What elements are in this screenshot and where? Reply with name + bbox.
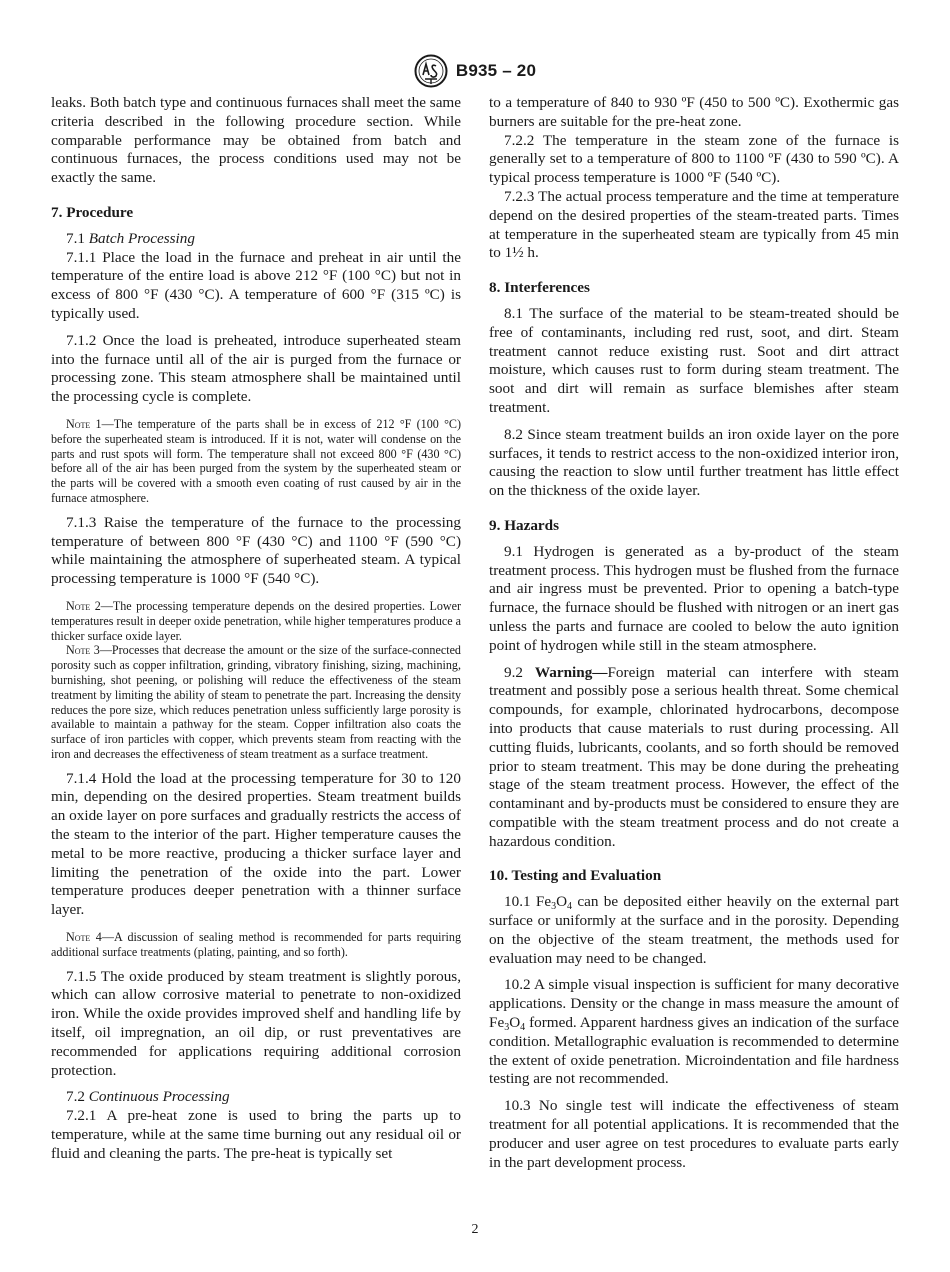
note-2	[51, 599, 461, 643]
paragraph-8-1: 8.1 The surface of the material to be steam-treated should be free of contaminants, including red rust, soot, and dirt. Steam treatment cannot reduce existing rust. Soot and dirt attract moisture, which causes rust to form during steam treatment. The soot and dirt will remain as surface blemishes after steam treatment.	[489, 304, 899, 416]
paragraph-7-2-1: 7.2.1 A pre-heat zone is used to bring the parts up to temperature, while at the same time burning out any residual oil or fluid and cleaning the parts. The pre-heat is typically set	[51, 1107, 461, 1162]
astm-logo-icon	[414, 54, 448, 88]
page-number: 2	[471, 1222, 479, 1237]
paragraph-continued: leaks. Both batch type and continuous furnaces shall meet the same criteria described in the following procedure section. While comparable performance may be obtained from batch and continuous furnaces, the process conditions used may not be exactly the same.	[51, 94, 461, 187]
note-text: —A discussion of sealing method is recommended for parts requiring additional surface treatments (plating, painting, and so forth).	[51, 930, 461, 959]
page-header	[0, 54, 950, 88]
paragraph-10-1: 10.1 $Fe_3O_4$ can be deposited either heavily on the external part surface or uniformly at the surface and in the porosity. Depending on the objective of the steam treatment, the methods used for evaluation may need to be changed.	[489, 893, 899, 967]
section-heading-hazards: 9. Hazards	[489, 516, 560, 534]
note-1	[51, 417, 461, 506]
note-text: —The temperature of the parts shall be in excess of 212 °F (100 °C) before the superheated steam is introduced. If it is not, water will condense on the parts and rust spots will form. The temperature shall not exceed 800 °F (430 °C) before all of the air has been purged from the system by the superheated steam or the parts will be covered with a smooth even coating of rust caused by air in the furnace atmosphere.	[51, 416, 462, 505]
note-text: —Processes that decrease the amount or the size of the surface-connected porosity such as copper infiltration, grinding, vibratory finishing, sizing, machining, burnishing, shot peening, or polishing will reduce the effectiveness of the steam treatment by limiting the ability of steam to penetrate the part. Increasing the density reduces the pore size, which reduces penetration unless sufficiently large porosity is available to maintain a pathway for the steam. Copper infiltration also coats the surface of iron particles with copper, which prevents steam from reacting with the iron and decreases the effectiveness of steam treatment as a surface treatment.	[51, 643, 461, 761]
paragraph-7-1-2: 7.1.2 Once the load is preheated, introduce superheated steam into the furnace until all of the air is purged from the furnace or processing zone. This steam atmosphere shall be maintained until the processing cycle is complete.	[51, 331, 461, 406]
paragraph-7-2-2: 7.2.2 The temperature in the steam zone of the furnace is generally set to a temperature of 800 to 1100 ºF (430 to 590 ºC). A typical process temperature is 1000 ºF (540 ºC).	[489, 131, 899, 187]
subsection-title: Continuous Processing	[88, 1088, 230, 1106]
note-label: Note 4	[66, 930, 102, 945]
paragraph-10-2: 10.2 A simple visual inspection is sufficient for many decorative applications. Density or the change in mass measure the amount of $Fe_3O_4$ formed. Apparent hardness gives an indication of the surface condition. Metallographic evaluation is recommended to determine the extent of oxide penetration. Microindentation and file hardness testing are not recommended.	[489, 976, 899, 1088]
subsection-title: Batch Processing	[88, 229, 195, 247]
note-4	[51, 930, 461, 960]
paragraph-9-1: 9.1 Hydrogen is generated as a by-product of the steam treatment process. This hydrogen must be flushed from the furnace and air ingress must be prevented. Prior to opening a batch-type furnace, the furnace should be flushed with nitrogen or an inert gas unless the parts and furnace are cooled to below the auto ignition point of hydrogen while still in the steam atmosphere.	[489, 542, 899, 654]
section-heading-testing: 10. Testing and Evaluation	[489, 867, 662, 885]
paragraph-7-1-4: 7.1.4 Hold the load at the processing temperature for 30 to 120 min, depending on the desired properties. Steam treatment builds an oxide layer on pore surfaces and gradually restricts the access of the steam to the interior of the part. Higher temperature causes the metal to be more reactive, producing a thicker surface layer and limiting the penetration of the oxide into the part. Lower temperature produces deeper penetration with a thinner surface layer.	[51, 769, 461, 919]
standard-designation: B935 – 20	[455, 61, 537, 80]
subsection-7-1: 7.1 Batch Processing	[66, 229, 195, 247]
notes-2-3	[51, 599, 461, 762]
paragraph-10-3: 10.3 No single test will indicate the effectiveness of steam treatment for all potential applications. It is recommended that the producer and user agree on test procedures to evaluate parts early in the part development process.	[489, 1097, 899, 1171]
note-label: Note 2	[66, 598, 101, 613]
paragraph-7-1-3: 7.1.3 Raise the temperature of the furnace to the processing temperature of between 800 °F (430 °C) and 1100 °F (590 °C) while maintaining the atmosphere of superheated steam. A typical processing temperature is 1000 °F (540 °C).	[51, 513, 461, 588]
right-column	[489, 94, 899, 1172]
warning-label: Warning—	[534, 663, 608, 681]
paragraph-7-1-1: 7.1.1 Place the load in the furnace and preheat in air until the temperature of the entire load is above 212 °F (100 °C) but not in excess of 800 °F (430 °C). A temperature of 600 °F (315 ºC) is typically used.	[51, 248, 461, 322]
left-column	[51, 94, 461, 1164]
paragraph-7-2-3: 7.2.3 The actual process temperature and the time at temperature depend on the desired properties of the steam-treated parts. Times at temperature in the superheated steam are typically from 45 min to 1½ h.	[489, 187, 899, 262]
paragraph-7-1-5: 7.1.5 The oxide produced by steam treatment is slightly porous, which can allow corrosive material to penetrate to non-oxidized iron. While the oxide provides improved shelf and handling life by itself, oil impregnation, an oil dip, or rust preventatives are recommended for applications requiring additional corrosion protection.	[51, 967, 461, 1079]
note-3	[51, 643, 461, 761]
subsection-7-2: 7.2 Continuous Processing	[66, 1088, 230, 1106]
note-text: —The processing temperature depends on the desired properties. Lower temperatures result in deeper oxide penetration, while higher temperatures produce a thicker surface oxide layer.	[51, 598, 462, 643]
paragraph-7-2-1-continued: to a temperature of 840 to 930 ºF (450 to 500 ºC). Exothermic gas burners are suitable for the pre-heat zone.	[489, 94, 899, 130]
paragraph-9-2: 9.2 Warning—Foreign material can interfere with steam treatment and possibly pose a serious health threat. Some chemical compounds, for example, chlorinated hydrocarbons, decompose into products that cause materials to rust during processing. All cutting fluids, lubricants, coolants, and so forth should be removed prior to steam treatment. This may be done during the preheating stage of the steam treatment process. However, the effect of the contaminant and by-products must be considered to ensure they are compatible with the steam treatment process and do not create a hazardous condition.	[489, 663, 899, 850]
note-label: Note 3	[66, 643, 100, 658]
section-heading-interferences: 8. Interferences	[489, 279, 590, 297]
note-label: Note 1	[66, 416, 102, 431]
section-heading-procedure: 7. Procedure	[51, 203, 134, 221]
paragraph-8-2: 8.2 Since steam treatment builds an iron oxide layer on the pore surfaces, it tends to restrict access to the non-oxidized interior iron, causing the reaction to slow until further treatment has little effect on the thickness of the oxide layer.	[489, 425, 899, 500]
